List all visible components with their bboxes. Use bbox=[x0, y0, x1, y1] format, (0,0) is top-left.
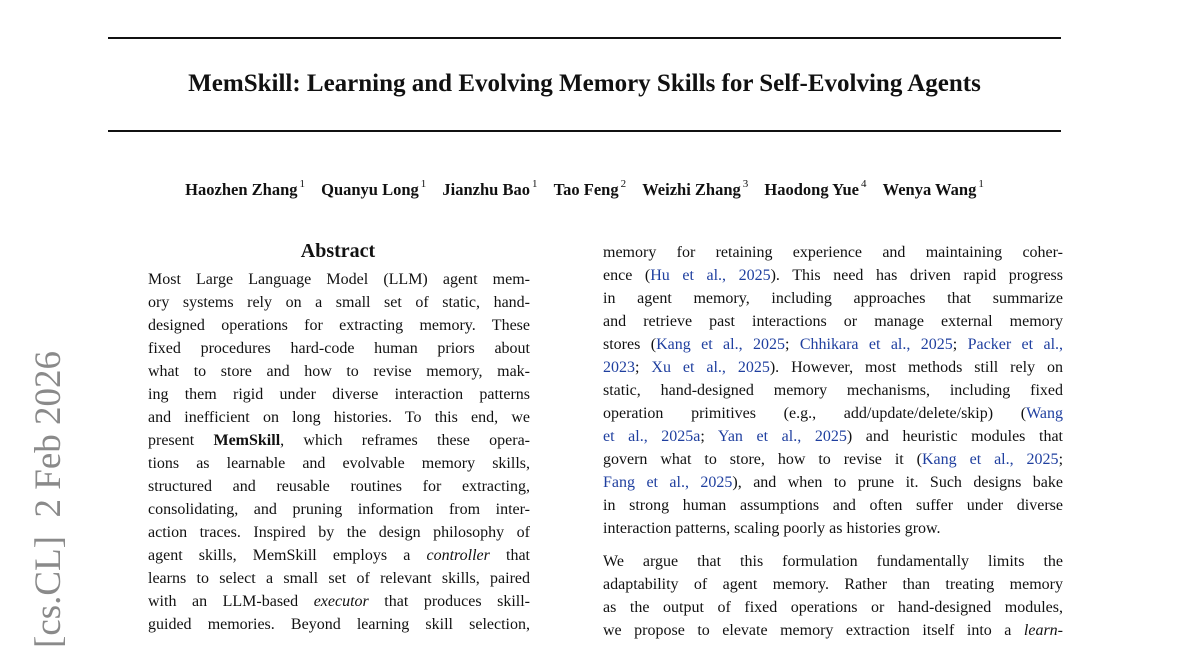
intro-line: in agent memory, including approaches that summarize bbox=[603, 290, 1063, 307]
executor-term: executor bbox=[313, 593, 369, 610]
intro-line: stores (Kang et al., 2025; Chhikara et al., 2025; Packer et al., bbox=[603, 336, 1064, 353]
paper-title: MemSkill: Learning and Evolving Memory Skills for Self-Evolving Agents bbox=[188, 70, 981, 97]
abstract-line: consolidating, and pruning information from inter- bbox=[148, 501, 530, 518]
abstract-heading: Abstract bbox=[300, 240, 376, 262]
intro-line: adaptability of agent memory. Rather than treating memory bbox=[603, 576, 1063, 593]
citation-link[interactable]: Packer et al., bbox=[967, 336, 1064, 353]
abstract-line: and inefficient on long histories. To this end, we bbox=[148, 409, 530, 426]
intro-line: operation primitives (e.g., add/update/delete/skip) (Wang bbox=[603, 405, 1063, 422]
citation-link[interactable]: et al., 2025a bbox=[603, 428, 701, 445]
citation-link[interactable]: Chhikara et al., 2025 bbox=[799, 336, 953, 353]
intro-line: govern what to store, how to revise it (Kang et al., 2025; bbox=[603, 451, 1064, 468]
title-rule-top bbox=[108, 37, 1061, 39]
abstract-body bbox=[148, 268, 530, 636]
paragraph-gap bbox=[603, 540, 1063, 550]
abstract-line: fixed procedures hard-code human priors about bbox=[148, 340, 530, 357]
intro-line: memory for retaining experience and maintaining coher- bbox=[603, 244, 1063, 261]
arxiv-side-stamp: [cs.CL] 2 Feb 2026 bbox=[28, 351, 69, 648]
abstract-line: Most Large Language Model (LLM) agent mem- bbox=[148, 271, 530, 288]
citation-link[interactable]: Yan et al., 2025 bbox=[717, 428, 847, 445]
author: Jianzhu Bao $^1$ bbox=[442, 178, 538, 199]
citation-link[interactable]: Hu et al., 2025 bbox=[650, 267, 771, 284]
author: Weizhi Zhang $^3$ bbox=[642, 178, 749, 199]
intro-line: as the output of fixed operations or hand-designed modules, bbox=[603, 599, 1063, 616]
abstract-line: what to store and how to revise memory, mak- bbox=[148, 363, 530, 380]
controller-term: controller bbox=[426, 547, 490, 564]
author-list bbox=[108, 174, 1061, 201]
author: Wenya Wang $^1$ bbox=[882, 178, 984, 199]
abstract-line: designed operations for extracting memory. These bbox=[148, 317, 530, 334]
citation-link[interactable]: Kang et al., 2025 bbox=[656, 336, 785, 353]
abstract-line: with an LLM-based executor that produces skill- bbox=[148, 593, 531, 610]
intro-line: Fang et al., 2025), and when to prune it. Such designs bake bbox=[603, 474, 1063, 491]
abstract-line: ory systems rely on a small set of static, hand- bbox=[148, 294, 530, 311]
citation-link[interactable]: Fang et al., 2025 bbox=[603, 474, 733, 491]
abstract-line: action traces. Inspired by the design philosophy of bbox=[148, 524, 530, 541]
abstract-line: structured and reusable routines for extracting, bbox=[148, 478, 530, 495]
intro-line: ence (Hu et al., 2025). This need has driven rapid progress bbox=[603, 267, 1064, 284]
abstract-line: guided memories. Beyond learning skill selection, bbox=[148, 616, 530, 633]
title-rule-bottom bbox=[108, 130, 1061, 132]
intro-line: and retrieve past interactions or manage external memory bbox=[603, 313, 1063, 330]
intro-line: static, hand-designed memory mechanisms, including fixed bbox=[603, 382, 1063, 399]
intro-line: We argue that this formulation fundamentally limits the bbox=[603, 553, 1063, 570]
learnable-term: learn- bbox=[1023, 622, 1063, 639]
citation-link[interactable]: Kang et al., 2025 bbox=[922, 451, 1059, 468]
intro-line: in strong human assumptions and often suffer under diverse bbox=[603, 497, 1063, 514]
abstract-line: agent skills, MemSkill employs a controller that bbox=[148, 547, 531, 564]
intro-line: 2023; Xu et al., 2025). However, most methods still rely on bbox=[603, 359, 1063, 376]
author: Tao Feng $^2$ bbox=[553, 178, 627, 199]
abstract-line: tions as learnable and evolvable memory skills, bbox=[148, 455, 530, 472]
intro-line: we propose to elevate memory extraction itself into a learn- bbox=[603, 622, 1063, 639]
citation-link[interactable]: Wang bbox=[1026, 405, 1063, 422]
author: Haodong Yue $^4$ bbox=[764, 178, 867, 199]
abstract-line: learns to select a small set of relevant skills, paired bbox=[148, 570, 530, 587]
intro-body bbox=[603, 241, 1063, 642]
abstract-line: present MemSkill, which reframes these opera- bbox=[148, 432, 530, 449]
intro-line: et al., 2025a; Yan et al., 2025) and heuristic modules that bbox=[603, 428, 1063, 445]
citation-link[interactable]: 2023 bbox=[603, 359, 635, 376]
citation-link[interactable]: Xu et al., 2025 bbox=[651, 359, 770, 376]
abstract-line: ing them rigid under diverse interaction patterns bbox=[148, 386, 530, 403]
intro-line: interaction patterns, scaling poorly as histories grow. bbox=[603, 520, 941, 537]
author: Haozhen Zhang $^1$ bbox=[185, 178, 305, 199]
author: Quanyu Long $^1$ bbox=[321, 178, 427, 199]
memskill-name: MemSkill bbox=[213, 432, 281, 449]
